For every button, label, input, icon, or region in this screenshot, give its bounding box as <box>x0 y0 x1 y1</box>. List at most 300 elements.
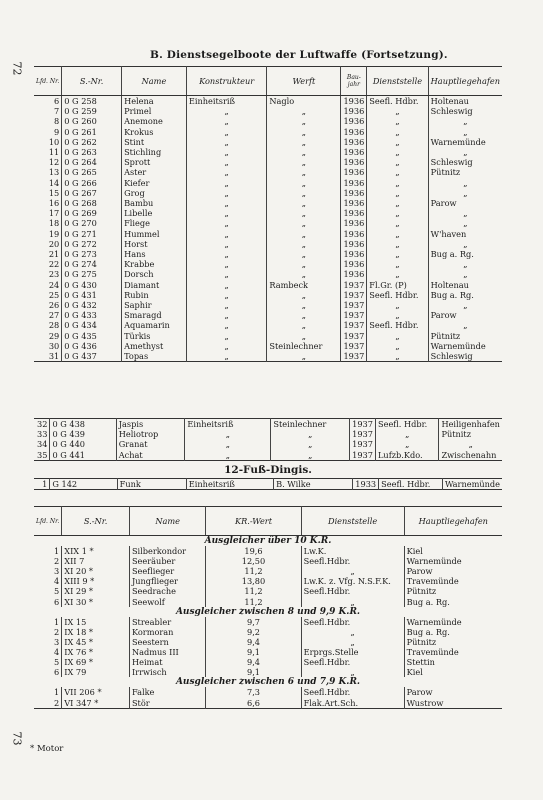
cell-snr: 0 G 268 <box>62 198 122 208</box>
cell-snr: 0 G 259 <box>62 106 122 116</box>
cell-nr: 6 <box>54 96 60 106</box>
cell-dienststelle: „ <box>367 300 428 310</box>
col-header: S.-Nr. <box>62 507 130 536</box>
cell-baujahr: 1936 <box>341 106 367 116</box>
ausgleicher-table <box>34 506 502 709</box>
section-heading-dingis: 12-Fuß-Dingis. <box>224 464 312 476</box>
cell-nr: 2 <box>54 697 60 708</box>
cell-hafen: Pütnitz <box>428 331 502 341</box>
cell-nr: 32 <box>37 419 48 429</box>
cell-hafen: „ <box>428 116 502 126</box>
cell-nr: 15 <box>48 187 60 198</box>
cell-snr: IX 45 * <box>62 637 130 647</box>
cell-name: Stichling <box>122 147 187 157</box>
cell-hafen: „ <box>428 259 502 269</box>
table-row <box>34 627 502 637</box>
table-row <box>34 698 502 709</box>
cell-hafen: „ <box>428 269 502 279</box>
cell-kr-wert: 11,2 <box>206 597 301 607</box>
cell-name: Falke <box>129 687 205 697</box>
cell-baujahr: 1937 <box>341 290 367 300</box>
cell-nr: 12 <box>48 157 60 168</box>
cell-nr: 25 <box>48 289 60 300</box>
table-row <box>34 687 502 697</box>
cell-baujahr: 1937 <box>341 280 367 290</box>
cell-baujahr: 1937 <box>350 419 376 430</box>
cell-hafen: Holtenau <box>428 96 502 107</box>
cell-kr-wert: 9,1 <box>206 647 301 657</box>
cell-werft: „ <box>267 208 341 218</box>
cell-name: Silberkondor <box>129 546 205 556</box>
table-row <box>34 218 502 228</box>
table-row <box>34 300 502 310</box>
cell-name: Seewolf <box>129 597 205 607</box>
cell-snr: 0 G 433 <box>62 310 122 320</box>
cell-nr: 26 <box>48 300 60 311</box>
cell-name: Smaragd <box>122 310 187 320</box>
table-body <box>34 96 502 362</box>
cell-name: Kiefer <box>122 178 187 188</box>
cell-konstrukteur: „ <box>186 137 266 147</box>
cell-hafen: Warnemünde <box>404 617 502 627</box>
cell-nr: 10 <box>48 136 60 147</box>
table-row <box>34 178 502 188</box>
cell-werft: Naglo <box>267 96 341 107</box>
table-row <box>34 239 502 249</box>
cell-name: Bambu <box>122 198 187 208</box>
cell-snr: 0 G 265 <box>62 167 122 177</box>
table-row <box>34 617 502 627</box>
cell-konstrukteur: „ <box>186 300 266 310</box>
cell-hafen: Wustrow <box>404 698 502 709</box>
cell-nr: 2 <box>54 556 60 567</box>
page-number-bottom: 73 <box>10 731 24 746</box>
cell-nr: 1 <box>54 616 60 627</box>
cell-hafen: Warnemünde <box>404 556 502 566</box>
cell-baujahr: 1936 <box>341 178 367 188</box>
cell-werft: „ <box>267 259 341 269</box>
cell-name: Kormoran <box>129 627 205 637</box>
cell-dienststelle: „ <box>367 269 428 279</box>
col-header: Lfd. Nr. <box>34 67 62 96</box>
cell-name: Hummel <box>122 229 187 239</box>
cell-werft: „ <box>267 167 341 177</box>
cell-nr: 4 <box>54 576 60 587</box>
cell-werft: „ <box>267 178 341 188</box>
cell-dienststelle: „ <box>367 208 428 218</box>
table-row <box>34 450 502 461</box>
boats-table-continued <box>34 418 502 461</box>
cell-baujahr: 1937 <box>350 429 376 439</box>
cell-hafen: „ <box>428 239 502 249</box>
cell-hafen: Bug a. Rg. <box>428 290 502 300</box>
table-row <box>34 439 502 449</box>
cell-konstrukteur: „ <box>186 310 266 320</box>
table-row <box>34 229 502 239</box>
cell-nr: 6 <box>54 667 60 678</box>
cell-dienststelle: „ <box>367 341 428 351</box>
cell-werft: B. Wilke <box>274 479 353 490</box>
cell-baujahr: 1936 <box>341 259 367 269</box>
cell-name: Primel <box>122 106 187 116</box>
cell-snr: 0 G 439 <box>50 429 116 439</box>
cell-dienststelle: Seefl. Hdbr. <box>375 419 438 430</box>
cell-konstrukteur: „ <box>186 157 266 167</box>
footnote: * Motor <box>30 744 64 754</box>
cell-kr-wert: 11,2 <box>206 586 301 596</box>
table-row <box>34 290 502 300</box>
table-row <box>34 157 502 167</box>
cell-name: Anemone <box>122 116 187 126</box>
table-row <box>34 310 502 320</box>
cell-nr: 2 <box>54 626 60 637</box>
cell-nr: 16 <box>48 198 60 209</box>
cell-hafen: „ <box>428 300 502 310</box>
cell-nr: 22 <box>48 259 60 270</box>
table-row <box>34 351 502 362</box>
cell-dienststelle: Seefl.Hdbr. <box>301 586 404 596</box>
cell-werft: „ <box>267 229 341 239</box>
cell-konstrukteur: „ <box>186 208 266 218</box>
cell-name: Sprott <box>122 157 187 167</box>
cell-name: Aquamarin <box>122 320 187 330</box>
cell-nr: 33 <box>37 429 48 440</box>
cell-snr: 0 G 264 <box>62 157 122 167</box>
group-heading-row <box>34 677 502 687</box>
table-row <box>34 429 502 439</box>
cell-werft: „ <box>267 351 341 362</box>
cell-snr: 0 G 436 <box>62 341 122 351</box>
cell-baujahr: 1936 <box>341 269 367 279</box>
cell-konstrukteur: „ <box>186 178 266 188</box>
cell-snr: 0 G 437 <box>62 351 122 362</box>
cell-nr: 28 <box>48 320 60 331</box>
cell-nr: 3 <box>54 636 60 647</box>
table-row <box>34 280 502 290</box>
cell-werft: „ <box>267 218 341 228</box>
cell-konstrukteur: „ <box>186 116 266 126</box>
cell-name: Stör <box>129 698 205 709</box>
cell-baujahr: 1937 <box>341 310 367 320</box>
cell-kr-wert: 9,4 <box>206 657 301 667</box>
cell-snr: 0 G 430 <box>62 280 122 290</box>
cell-name: Heimat <box>129 657 205 667</box>
cell-konstrukteur: „ <box>186 249 266 259</box>
cell-werft: „ <box>267 290 341 300</box>
cell-snr: 0 G 274 <box>62 259 122 269</box>
cell-kr-wert: 11,2 <box>206 566 301 576</box>
cell-werft: „ <box>267 188 341 198</box>
cell-werft: Steinlechner <box>267 341 341 351</box>
cell-snr: IX 76 * <box>62 647 130 657</box>
cell-name: Topas <box>122 351 187 362</box>
cell-snr: 0 G 263 <box>62 147 122 157</box>
cell-dienststelle: Lw.K. z. Vfg. N.S.F.K. <box>301 576 404 586</box>
cell-baujahr: 1933 <box>353 479 379 490</box>
cell-baujahr: 1937 <box>350 450 376 461</box>
cell-name: Hans <box>122 249 187 259</box>
cell-konstrukteur: „ <box>186 167 266 177</box>
cell-dienststelle: Lufzb.Kdo. <box>375 450 438 461</box>
cell-name: Fliege <box>122 218 187 228</box>
cell-name: Krokus <box>122 127 187 137</box>
cell-snr: 0 G 434 <box>62 320 122 330</box>
cell-werft: „ <box>267 269 341 279</box>
cell-hafen: Heiligenhafen <box>439 419 502 430</box>
table-row <box>34 556 502 566</box>
cell-nr: 24 <box>48 279 60 290</box>
table-header-row <box>34 67 502 96</box>
cell-name: Krabbe <box>122 259 187 269</box>
table-row <box>34 188 502 198</box>
cell-name: Seeräuber <box>129 556 205 566</box>
cell-werft: „ <box>271 450 350 461</box>
cell-baujahr: 1937 <box>350 439 376 449</box>
cell-werft: „ <box>267 300 341 310</box>
cell-kr-wert: 9,4 <box>206 637 301 647</box>
table-row <box>34 137 502 147</box>
table-row <box>34 546 502 556</box>
cell-name: Helena <box>122 96 187 107</box>
cell-nr: 11 <box>48 147 60 158</box>
cell-konstrukteur: Einheitsriß <box>185 419 271 430</box>
table-row <box>34 637 502 647</box>
cell-snr: 0 G 273 <box>62 249 122 259</box>
cell-nr: 35 <box>37 449 48 460</box>
cell-snr: 0 G 270 <box>62 218 122 228</box>
cell-hafen: Travemünde <box>404 576 502 586</box>
cell-dienststelle: Seefl.Hdbr. <box>301 556 404 566</box>
group-heading-row <box>34 607 502 617</box>
cell-dienststelle: „ <box>367 137 428 147</box>
cell-nr: 30 <box>48 340 60 351</box>
cell-werft: „ <box>267 249 341 259</box>
cell-snr: IX 79 <box>62 667 130 677</box>
cell-hafen: „ <box>439 439 502 449</box>
col-header: Dienststelle <box>301 507 404 536</box>
cell-dienststelle: Seefl. Hdbr. <box>367 320 428 330</box>
cell-kr-wert: 12,50 <box>206 556 301 566</box>
cell-nr: 3 <box>54 566 60 577</box>
cell-werft: „ <box>267 310 341 320</box>
table-row <box>34 147 502 157</box>
cell-dienststelle: „ <box>367 351 428 362</box>
cell-hafen: Schleswig <box>428 106 502 116</box>
cell-name: Seedrache <box>129 586 205 596</box>
cell-baujahr: 1937 <box>341 351 367 362</box>
cell-snr: IX 69 * <box>62 657 130 667</box>
cell-dienststelle: Flak.Art.Sch. <box>301 698 404 709</box>
cell-konstrukteur: „ <box>186 269 266 279</box>
cell-nr: 34 <box>37 439 48 450</box>
cell-dienststelle: Lw.K. <box>301 546 404 556</box>
cell-konstrukteur: „ <box>186 259 266 269</box>
cell-name: Seeflieger <box>129 566 205 576</box>
cell-baujahr: 1936 <box>341 127 367 137</box>
cell-nr: 19 <box>48 228 60 239</box>
table-row <box>34 419 502 430</box>
cell-konstrukteur: „ <box>186 351 266 362</box>
table-row <box>34 657 502 667</box>
table-row <box>34 259 502 269</box>
cell-name: Irrwisch <box>129 667 205 677</box>
table-row <box>34 647 502 657</box>
cell-konstrukteur: Einheitsriß <box>186 479 273 490</box>
cell-dienststelle: „ <box>367 167 428 177</box>
cell-snr: 0 G 267 <box>62 188 122 198</box>
cell-snr: G 142 <box>50 479 117 490</box>
cell-name: Aster <box>122 167 187 177</box>
cell-kr-wert: 9,7 <box>206 617 301 627</box>
cell-hafen: Stettin <box>404 657 502 667</box>
cell-baujahr: 1936 <box>341 137 367 147</box>
table-header-row <box>34 507 502 536</box>
cell-dienststelle: „ <box>301 566 404 576</box>
cell-werft: „ <box>267 331 341 341</box>
cell-snr: XIII 9 * <box>62 576 130 586</box>
cell-nr: 1 <box>54 546 60 557</box>
cell-dienststelle: „ <box>375 439 438 449</box>
table-row <box>34 127 502 137</box>
cell-snr: XIX 1 * <box>62 546 130 556</box>
table-row <box>34 167 502 177</box>
cell-konstrukteur: „ <box>186 320 266 330</box>
cell-baujahr: 1936 <box>341 198 367 208</box>
col-header: Hauptliegehafen <box>404 507 502 536</box>
cell-snr: VI 347 * <box>62 698 130 709</box>
table-row <box>34 116 502 126</box>
table-row <box>34 479 502 490</box>
group-heading: Ausgleicher zwischen 8 und 9,9 K.R. <box>175 606 361 617</box>
cell-hafen: Travemünde <box>404 647 502 657</box>
cell-baujahr: 1936 <box>341 116 367 126</box>
cell-name: Türkis <box>122 331 187 341</box>
cell-snr: 0 G 431 <box>62 290 122 300</box>
cell-konstrukteur: „ <box>185 439 271 449</box>
cell-dienststelle: Seefl.Hdbr. <box>301 617 404 627</box>
cell-snr: IX 18 * <box>62 627 130 637</box>
cell-dienststelle: „ <box>367 178 428 188</box>
cell-nr: 23 <box>48 269 60 280</box>
cell-baujahr: 1937 <box>341 300 367 310</box>
cell-hafen: Kiel <box>404 667 502 677</box>
cell-konstrukteur: „ <box>185 429 271 439</box>
cell-werft: „ <box>267 147 341 157</box>
cell-snr: 0 G 432 <box>62 300 122 310</box>
cell-baujahr: 1936 <box>341 188 367 198</box>
cell-werft: Rambeck <box>267 280 341 290</box>
cell-hafen: Pütnitz <box>404 637 502 647</box>
cell-dienststelle: Erprgs.Stelle <box>301 647 404 657</box>
table-row <box>34 320 502 330</box>
cell-kr-wert: 6,6 <box>206 698 301 709</box>
cell-nr: 17 <box>48 208 60 219</box>
cell-name: Libelle <box>122 208 187 218</box>
cell-hafen: Pütnitz <box>428 167 502 177</box>
cell-dienststelle: Seefl.Hdbr. <box>301 657 404 667</box>
cell-snr: 0 G 441 <box>50 450 116 461</box>
cell-konstrukteur: „ <box>186 106 266 116</box>
table-row <box>34 597 502 607</box>
cell-name: Grog <box>122 188 187 198</box>
group-heading: Ausgleicher über 10 K.R. <box>204 536 332 546</box>
cell-dienststelle: „ <box>367 106 428 116</box>
cell-nr: 21 <box>48 249 60 260</box>
cell-konstrukteur: „ <box>186 147 266 157</box>
cell-nr: 31 <box>48 351 60 362</box>
cell-dienststelle: „ <box>367 198 428 208</box>
cell-nr: 5 <box>54 657 60 668</box>
cell-hafen: Parow <box>428 198 502 208</box>
cell-snr: 0 G 258 <box>62 96 122 107</box>
cell-baujahr: 1936 <box>341 208 367 218</box>
cell-name: Granat <box>116 439 185 449</box>
cell-hafen: „ <box>428 188 502 198</box>
cell-snr: 0 G 272 <box>62 239 122 249</box>
cell-dienststelle: „ <box>301 627 404 637</box>
cell-dienststelle: „ <box>367 229 428 239</box>
cell-nr: 13 <box>48 167 60 178</box>
col-header: Bau-jahr <box>341 67 367 96</box>
table-row <box>34 586 502 596</box>
cell-name: Streabler <box>129 617 205 627</box>
table-body <box>34 419 502 461</box>
cell-hafen: W'haven <box>428 229 502 239</box>
cell-werft: „ <box>267 137 341 147</box>
cell-baujahr: 1936 <box>341 249 367 259</box>
table-row <box>34 331 502 341</box>
cell-snr: 0 G 266 <box>62 178 122 188</box>
table-row <box>34 667 502 677</box>
cell-dienststelle: „ <box>301 637 404 647</box>
cell-snr: 0 G 260 <box>62 116 122 126</box>
table-row <box>34 198 502 208</box>
cell-dienststelle: Seefl. Hdbr. <box>367 290 428 300</box>
page-title: B. Dienstsegelboote der Luftwaffe (Fortsetzung). <box>150 49 448 61</box>
table-row <box>34 576 502 586</box>
cell-hafen: Schleswig <box>428 351 502 362</box>
cell-snr: XII 7 <box>62 556 130 566</box>
cell-dienststelle: „ <box>367 188 428 198</box>
cell-nr: 5 <box>54 586 60 597</box>
cell-dienststelle: „ <box>367 259 428 269</box>
table-row <box>34 106 502 116</box>
cell-dienststelle: „ <box>301 597 404 607</box>
col-header: Konstrukteur <box>186 67 266 96</box>
cell-hafen: Parow <box>404 566 502 576</box>
cell-hafen: Pütnitz <box>439 429 502 439</box>
dingi-table <box>34 478 502 490</box>
cell-hafen: Pütnitz <box>404 586 502 596</box>
cell-kr-wert: 7,3 <box>206 687 301 697</box>
cell-snr: XI 20 * <box>62 566 130 576</box>
cell-name: Funk <box>117 479 186 490</box>
cell-werft: „ <box>267 116 341 126</box>
cell-dienststelle: „ <box>367 249 428 259</box>
cell-werft: „ <box>267 239 341 249</box>
col-header: Hauptliegehafen <box>428 67 502 96</box>
cell-dienststelle: „ <box>367 331 428 341</box>
cell-werft: Steinlechner <box>271 419 350 430</box>
cell-werft: „ <box>267 157 341 167</box>
cell-snr: 0 G 435 <box>62 331 122 341</box>
cell-hafen: „ <box>428 147 502 157</box>
cell-konstrukteur: „ <box>186 239 266 249</box>
cell-snr: VII 206 * <box>62 687 130 697</box>
cell-kr-wert: 19,6 <box>206 546 301 556</box>
cell-werft: „ <box>267 127 341 137</box>
cell-baujahr: 1936 <box>341 229 367 239</box>
